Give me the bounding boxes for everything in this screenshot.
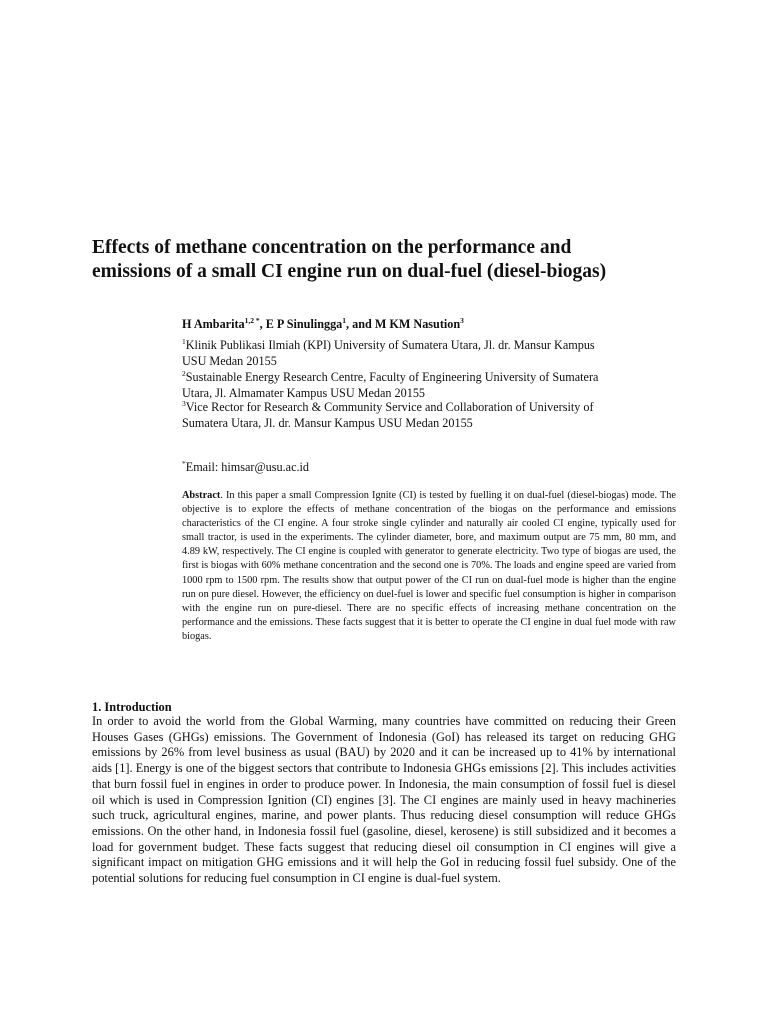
email-text: Email: himsar@usu.ac.id (185, 460, 310, 474)
affiliation-line: Sustainable Energy Research Centre, Faculty of Engineering University of Sumatera (185, 370, 599, 384)
title-line-2: emissions of a small CI engine run on dual-fuel (diesel-biogas) (92, 261, 607, 282)
abstract-text: . In this paper a small Compression Ignite (CI) is tested by fuelling it on dual-fuel (diesel-biogas) mode. The objective is to explore the effects of methane concentration of the biogas on the performance and emissions characteristics of the CI engine. A four stroke single cylinder and naturally air cooled CI engine, typically used for small tractor, is used in the experiments. The cylinder diameter, bore, and maximum output are 75 mm, 80 mm, and 4.89 kW, respectively. The CI engine is coupled with generator to generate electricity. Two type of biogas are used, the first is biogas with 60% methane concentration and the second one is 70%. The loads and engine speed are varied from 1000 rpm to 1500 rpm. The results show that output power of the CI run on dual-fuel mode is higher than the engine run on pure diesel. However, the efficiency on duel-fuel is lower and specific fuel consumption is higher in comparison with the engine run on pure-diesel. There are no specific effects of increasing methane concentration on the performance and the emissions. These facts suggest that it is better to operate the CI engine in dual fuel mode with raw biogas. (182, 490, 676, 642)
email-mark: * (182, 458, 186, 468)
affiliation-mark: 2 (182, 368, 186, 378)
author-affiliation-mark: 1 (342, 315, 347, 325)
affiliation-line: Klinik Publikasi Ilmiah (KPI) University of Sumatera Utara, Jl. dr. Mansur Kampus (185, 338, 595, 352)
introduction-paragraph: In order to avoid the world from the Global Warming, many countries have committed on reducing their Green Houses Gases (GHGs) emissions. The Government of Indonesia (GoI) has released its target on reducing GHG emissions by 26% from level business as usual (BAU) by 2020 and it can be increased up to 41% by international aids [1]. Energy is one of the biggest sectors that contribute to Indonesia GHGs emissions [2]. This includes activities that burn fossil fuel in engines in order to produce power. In Indonesia, the main consumption of fossil fuel is diesel oil which is used in Compression Ignition (CI) engines [3]. The CI engines are mainly used in heavy machineries such truck, agricultural engines, marine, and power plants. Thus reducing diesel consumption will reduce GHGs emissions. On the other hand, in Indonesia fossil fuel (gasoline, diesel, kerosene) is still subsidized and it becomes a load for government budget. These facts suggest that reducing diesel oil consumption in CI engines will give a significant impact on mitigation GHG emissions and it will help the GoI in reducing fossil fuel subsidy. One of the potential solutions for reducing fuel consumption in CI engine is dual-fuel system. (92, 714, 676, 886)
abstract-label: Abstract (182, 490, 221, 501)
affiliation-2 (182, 369, 682, 401)
title-line-1: Effects of methane concentration on the performance and (92, 237, 572, 258)
affiliation-line: Vice Rector for Research & Community Service and Collaboration of University of (185, 400, 594, 414)
author-separator: , and (346, 317, 375, 331)
affiliation-3 (182, 399, 682, 431)
section-heading-introduction: 1. Introduction (92, 700, 172, 714)
affiliation-mark: 1 (182, 336, 186, 346)
corresponding-email (182, 460, 309, 475)
author-name: M KM Nasution (374, 317, 461, 331)
abstract (182, 489, 676, 644)
author-affiliation-mark: 1,2 * (244, 315, 260, 325)
paper-title (92, 236, 702, 284)
author-name: H Ambarita (182, 317, 245, 331)
author-list (182, 317, 464, 332)
affiliation-line: USU Medan 20155 (182, 354, 277, 368)
author-separator: , (259, 317, 266, 331)
affiliation-mark: 3 (182, 398, 186, 408)
author-affiliation-mark: 3 (460, 315, 464, 325)
affiliation-1 (182, 337, 682, 369)
author-name: E P Sinulingga (265, 317, 343, 331)
affiliation-line: Sumatera Utara, Jl. dr. Mansur Kampus USU Medan 20155 (182, 416, 473, 430)
affiliation-line: Utara, Jl. Almamater Kampus USU Medan 20155 (182, 386, 426, 400)
